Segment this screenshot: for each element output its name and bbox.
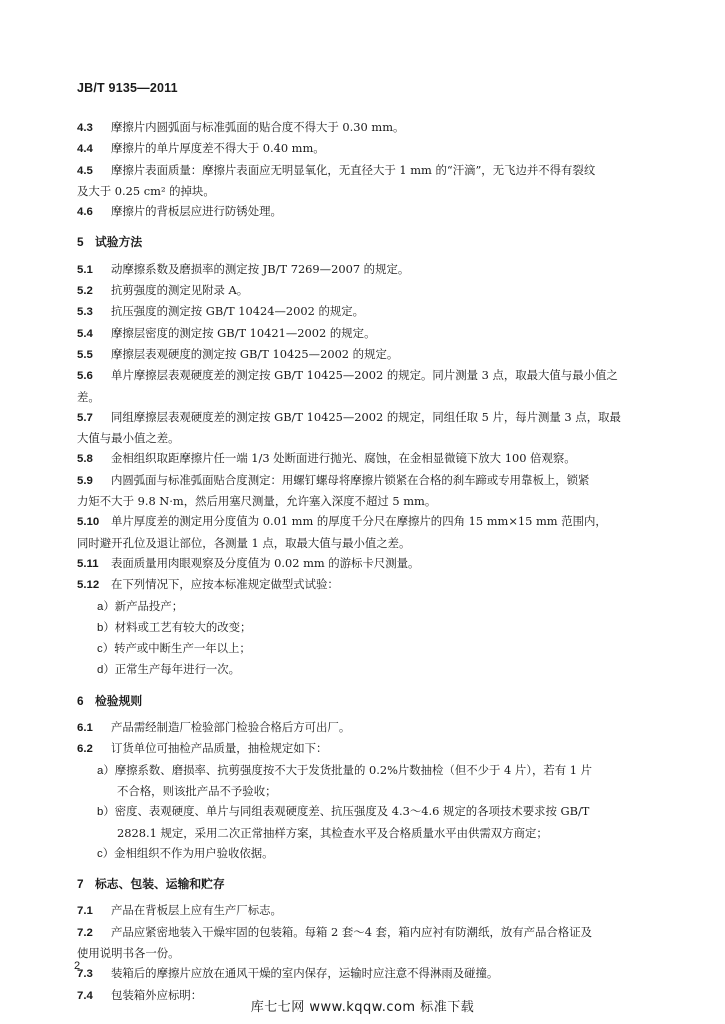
clause-7-1	[77, 900, 655, 921]
clause-number: 5.3	[77, 306, 93, 319]
clause-text: 金相组织取距摩擦片任一端 1/3 处断面进行抛光、腐蚀，在金相显微镜下放大 100 倍观察。	[111, 451, 576, 466]
clause-text: 摩擦层密度的测定按 GB/T 10421—2002 的规定。	[111, 325, 376, 340]
list-text: 转产或中断生产一年以上；	[114, 641, 251, 656]
section-number: 7	[77, 877, 84, 892]
clause-5-1	[77, 259, 655, 280]
clause-number: 5.2	[77, 285, 93, 298]
clause-number: 5.8	[77, 453, 93, 466]
clause-number: 5.1	[77, 263, 93, 276]
list-label: c）	[97, 643, 115, 656]
clause-text: 产品应紧密地装入干燥牢固的包装箱。每箱 2 套～4 套，箱内应衬有防潮纸，放有产品合格证及	[111, 924, 592, 939]
clause-number: 7.4	[77, 989, 93, 1002]
list-text: 密度、表观硬度、单片与同组表观硬度差、抗压强度及 4.3～4.6 规定的各项技术要求按 GB/T	[114, 804, 590, 819]
page-number: 2	[74, 960, 81, 972]
section-6-heading	[77, 691, 655, 711]
clause-6-1	[77, 717, 655, 738]
clause-6-2	[77, 738, 655, 759]
list-item-cont: 不合格，则该批产品不予验收；	[117, 783, 277, 798]
clause-5-9	[77, 470, 655, 491]
list-item-cont: 2828.1 规定，采用二次正常抽样方案，其检查水平及合格质量水平由供需双方商定；	[117, 825, 548, 840]
clause-text: 同组摩擦层表观硬度差的测定按 GB/T 10425—2002 的规定，同组任取 5 片，每片测量 3 点，取最	[111, 409, 621, 424]
clause-number: 5.5	[77, 348, 93, 361]
clause-text: 摩擦片的单片厚度差不得大于 0.40 mm。	[111, 141, 325, 156]
clause-text: 摩擦片的背板层应进行防锈处理。	[111, 204, 282, 219]
clause-number: 5.6	[77, 370, 93, 383]
list-item	[77, 801, 655, 822]
clause-number: 7.2	[77, 926, 93, 939]
clause-5-6	[77, 365, 655, 386]
clause-text: 摩擦片表面质量：摩擦片表面应无明显氧化，无直径大于 1 mm 的“汗滴”，无飞边并不得有裂纹	[111, 162, 596, 177]
list-label: c）	[97, 847, 115, 860]
footer-watermark: 库七七网 www.kqqw.com 标准下载	[250, 1000, 475, 1015]
clause-5-8	[77, 448, 655, 469]
clause-text: 内圆弧面与标准弧面贴合度测定：用螺钉螺母将摩擦片锁紧在合格的刹车蹄或专用靠板上，锁紧	[111, 472, 590, 487]
clause-text: 动摩擦系数及磨损率的测定按 JB/T 7269—2007 的规定。	[111, 261, 410, 276]
clause-text: 包装箱外应标明：	[111, 987, 203, 1002]
list-label: b）	[97, 621, 115, 634]
clause-text: 在下列情况下，应按本标准规定做型式试验：	[111, 577, 339, 592]
clause-7-2-cont: 使用说明书各一份。	[77, 945, 180, 960]
list-text: 材料或工艺有较大的改变；	[114, 619, 252, 634]
list-text: 正常生产每年进行一次。	[114, 662, 241, 677]
clause-number: 7.1	[77, 905, 93, 918]
clause-number: 7.3	[77, 968, 93, 981]
section-title: 试验方法	[95, 235, 143, 250]
clause-number: 4.4	[77, 143, 93, 156]
list-item	[77, 638, 655, 659]
section-7-heading	[77, 874, 655, 894]
clause-number: 4.3	[77, 122, 93, 134]
list-item	[77, 617, 655, 638]
clause-4-6	[77, 201, 655, 222]
clause-number: 5.10	[77, 516, 100, 529]
list-item	[77, 659, 655, 680]
section-5-heading	[77, 232, 655, 252]
clause-number: 4.5	[77, 164, 93, 177]
clause-4-5-cont: 及大于 0.25 cm² 的掉块。	[77, 183, 215, 198]
clause-text: 订货单位可抽检产品质量，抽检规定如下：	[111, 741, 328, 756]
list-item	[77, 760, 655, 781]
clause-5-4	[77, 323, 655, 344]
clause-text: 产品需经制造厂检验部门检验合格后方可出厂。	[111, 720, 351, 735]
clause-4-4	[77, 138, 655, 159]
clause-number: 5.11	[77, 557, 99, 570]
clause-text: 单片摩擦层表观硬度差的测定按 GB/T 10425—2002 的规定。同片测量 3 点，取最大值与最小值之	[111, 368, 618, 383]
clause-text: 表面质量用肉眼观察及分度值为 0.02 mm 的游标卡尺测量。	[111, 555, 420, 570]
clause-number: 5.9	[77, 474, 93, 487]
section-number: 6	[77, 693, 84, 708]
clause-number: 5.12	[77, 579, 100, 592]
clause-5-9-cont: 力矩不大于 9.8 N·m，然后用塞尺测量，允许塞入深度不超过 5 mm。	[77, 494, 437, 509]
clause-7-3	[77, 963, 655, 984]
section-title: 检验规则	[95, 693, 143, 708]
clause-number: 5.7	[77, 411, 93, 424]
list-text: 金相组织不作为用户验收依据。	[114, 845, 274, 860]
list-label: b）	[97, 806, 115, 819]
clause-5-6-cont: 差。	[77, 389, 100, 404]
clause-text: 抗剪强度的测定见附录 A。	[111, 283, 249, 298]
clause-text: 抗压强度的测定按 GB/T 10424—2002 的规定。	[111, 304, 365, 319]
clause-text: 单片厚度差的测定用分度值为 0.01 mm 的厚度千分尺在摩擦片的四角 15 mm×15 mm 范围内，	[111, 514, 607, 529]
list-label: a）	[97, 600, 115, 613]
clause-5-7-cont: 大值与最小值之差。	[77, 431, 180, 446]
list-label: a）	[97, 764, 115, 777]
clause-5-11	[77, 553, 655, 574]
clause-5-12	[77, 574, 655, 595]
document-id: JB/T 9135—2011	[77, 81, 178, 95]
clause-number: 6.1	[77, 722, 93, 735]
clause-5-10-cont: 同时避开孔位及退让部位，各测量 1 点，取最大值与最小值之差。	[77, 535, 411, 550]
clause-text: 产品在背板层上应有生产厂标志。	[111, 903, 282, 918]
clause-4-5	[77, 160, 655, 181]
clause-text: 装箱后的摩擦片应放在通风干燥的室内保存，运输时应注意不得淋雨及碰撞。	[111, 966, 499, 981]
clause-text: 摩擦层表观硬度的测定按 GB/T 10425—2002 的规定。	[111, 346, 399, 361]
clause-4-3	[77, 117, 655, 138]
clause-number: 5.4	[77, 327, 93, 340]
document-body	[77, 117, 655, 1006]
clause-5-5	[77, 344, 655, 365]
clause-5-7	[77, 407, 655, 428]
clause-number: 6.2	[77, 743, 93, 756]
clause-7-2	[77, 922, 655, 943]
list-text: 新产品投产；	[114, 598, 184, 613]
list-text: 摩擦系数、磨损率、抗剪强度按不大于发货批量的 0.2%片数抽检（但不少于 4 片），若有 1 片	[114, 762, 593, 777]
clause-number: 4.6	[77, 206, 93, 219]
section-title: 标志、包装、运输和贮存	[95, 877, 225, 892]
clause-5-10	[77, 511, 655, 532]
list-item	[77, 596, 655, 617]
section-number: 5	[77, 235, 84, 250]
list-item	[77, 843, 655, 864]
list-label: d）	[97, 664, 115, 677]
clause-5-2	[77, 280, 655, 301]
clause-5-3	[77, 301, 655, 322]
clause-text: 摩擦片内圆弧面与标准弧面的贴合度不得大于 0.30 mm。	[111, 120, 405, 134]
